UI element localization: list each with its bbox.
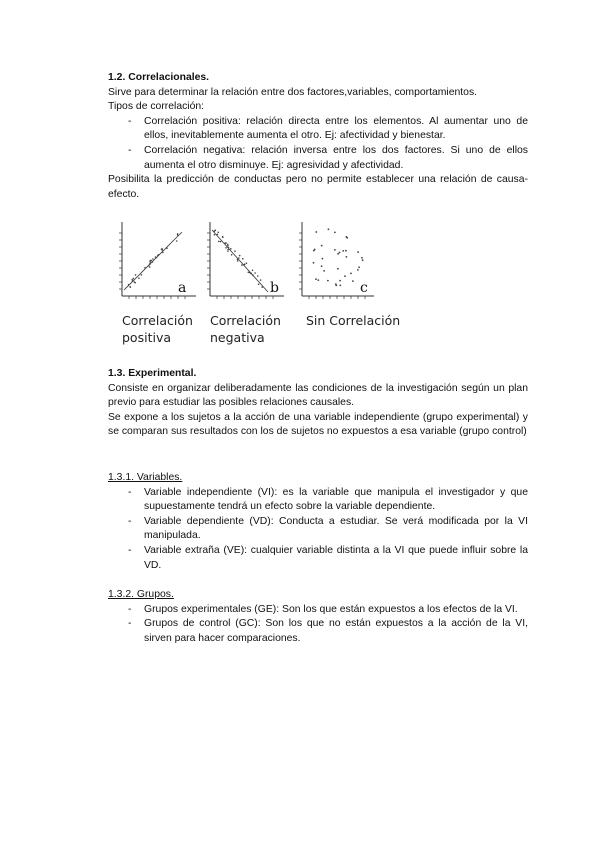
scatter-point bbox=[258, 284, 260, 286]
scatter-point bbox=[166, 247, 168, 249]
scatter-point bbox=[246, 262, 248, 264]
scatter-point bbox=[225, 242, 227, 244]
label-none: Sin Correlación bbox=[306, 313, 401, 328]
scatter-point bbox=[260, 279, 262, 281]
scatter-point bbox=[214, 234, 216, 236]
list-item: - Correlación positiva: relación directa entre los elementos. Al aumentar uno de ellos, inevitablemente aumenta el otro. Ej: afectividad y bienestar. bbox=[108, 115, 528, 144]
scatter-point bbox=[317, 279, 319, 281]
correlation-figure bbox=[116, 218, 436, 350]
scatter-point bbox=[337, 268, 339, 270]
scatter-point bbox=[339, 285, 341, 287]
scatter-point bbox=[257, 275, 259, 277]
scatter-point bbox=[218, 241, 220, 243]
scatter-point bbox=[222, 236, 224, 238]
scatter-point bbox=[345, 250, 347, 252]
subsection-heading: 1.3.1. Variables. bbox=[108, 472, 183, 483]
section-intro: Sirve para determinar la relación entre dos factores,variables, comportamientos. bbox=[108, 86, 478, 98]
scatter-point bbox=[339, 252, 341, 254]
scatter-point bbox=[234, 250, 236, 252]
scatter-point bbox=[328, 228, 330, 230]
scatter-point bbox=[248, 272, 250, 274]
scatter-point bbox=[322, 258, 324, 260]
scatter-point bbox=[149, 266, 151, 268]
scatter-point bbox=[251, 273, 253, 275]
scatter-point bbox=[239, 255, 241, 257]
scatter-point bbox=[130, 286, 132, 288]
scatter-point bbox=[138, 277, 140, 279]
scatter-point bbox=[357, 269, 359, 271]
label-line: positiva bbox=[122, 330, 171, 345]
scatter-point bbox=[134, 281, 136, 283]
section-grupos bbox=[108, 588, 528, 646]
scatter-point bbox=[344, 275, 346, 277]
scatter-point bbox=[237, 260, 239, 262]
scatter-point bbox=[177, 234, 179, 236]
scatter-point bbox=[225, 247, 227, 249]
list-item: - Variable extraña (VE): cualquier variable distinta a la VI que puede influir sobre la VD. bbox=[108, 544, 528, 573]
scatter-point bbox=[352, 280, 354, 282]
scatter-point bbox=[346, 237, 348, 239]
scatter-point bbox=[144, 267, 146, 269]
groups-list bbox=[108, 603, 528, 647]
scatter-point bbox=[135, 274, 137, 276]
scatter-point bbox=[238, 257, 240, 259]
list-item: - Variable dependiente (VD): Conducta a estudiar. Se verá modificada por la VI manipulada. bbox=[108, 515, 528, 544]
section-correlacionales bbox=[108, 71, 528, 202]
list-item: - Grupos experimentales (GE): Son los que están expuestos a los efectos de la VI. bbox=[108, 603, 528, 618]
scatter-point bbox=[252, 270, 254, 272]
scatter-point bbox=[346, 256, 348, 258]
scatter-point bbox=[158, 254, 160, 256]
scatter-point bbox=[150, 262, 152, 264]
scatter-point bbox=[357, 251, 359, 253]
scatter-point bbox=[230, 248, 232, 250]
scatter-point bbox=[152, 258, 154, 260]
scatter-point bbox=[220, 241, 222, 243]
scatter-point bbox=[323, 270, 325, 272]
section-paragraph: Consiste en organizar deliberadamente las condiciones de la investigación según un plan previo para estudiar las posibles relaciones causales. bbox=[108, 382, 528, 409]
scatter-point bbox=[217, 234, 219, 236]
scatter-point bbox=[342, 250, 344, 252]
scatter-point bbox=[227, 250, 229, 252]
scatter-point bbox=[254, 272, 256, 274]
panel-letter-a: a bbox=[178, 280, 187, 296]
scatter-point bbox=[362, 259, 364, 261]
scatter-point bbox=[358, 266, 360, 268]
scatter-point bbox=[133, 278, 135, 280]
scatter-point bbox=[162, 249, 164, 251]
scatter-point bbox=[152, 261, 154, 263]
scatter-point bbox=[231, 254, 233, 256]
scatter-point bbox=[141, 274, 143, 276]
section-heading: 1.2. Correlacionales. bbox=[108, 72, 210, 83]
correlation-types-list bbox=[108, 115, 528, 173]
scatter-point bbox=[215, 230, 217, 232]
subsection-heading: 1.3.2. Grupos. bbox=[108, 589, 174, 600]
panel-letter-b: b bbox=[270, 280, 279, 296]
scatter-point bbox=[339, 280, 341, 282]
panel-letter-c: c bbox=[360, 280, 368, 296]
scatter-point bbox=[244, 264, 246, 266]
scatter-point bbox=[313, 250, 315, 252]
scatter-point bbox=[241, 264, 243, 266]
scatter-point bbox=[148, 265, 150, 267]
scatter-point bbox=[315, 278, 317, 280]
scatter-point bbox=[350, 273, 352, 275]
variables-list bbox=[108, 486, 528, 574]
label-negative bbox=[210, 312, 281, 346]
scatter-point bbox=[334, 232, 336, 234]
scatter-point bbox=[162, 252, 164, 254]
scatter-point bbox=[334, 249, 336, 251]
scatterplots bbox=[116, 218, 436, 308]
scatter-point bbox=[327, 280, 329, 282]
scatter-point bbox=[315, 231, 317, 233]
scatter-point bbox=[237, 259, 239, 261]
list-item: - Correlación negativa: relación inversa entre los dos factores. Si uno de ellos aumenta el otro disminuye. Ej: agresividad y afectividad. bbox=[108, 144, 528, 173]
section-paragraph: Se expone a los sujetos a la acción de una variable independiente (grupo experimental) y se comparan sus resultados con los de sujetos no expuestos a esa variable (grupo control) bbox=[108, 411, 528, 438]
scatter-point bbox=[155, 256, 157, 258]
scatter-point bbox=[149, 261, 151, 263]
list-item: - Grupos de control (GC): Son los que no están expuestos a la acción de la VI, sirven para hacer comparaciones. bbox=[108, 617, 528, 646]
scatter-point bbox=[227, 249, 229, 251]
label-line: negativa bbox=[210, 330, 265, 345]
scatter-point bbox=[128, 284, 130, 286]
scatter-point bbox=[337, 253, 339, 255]
label-line: Correlación bbox=[210, 313, 281, 328]
scatter-point bbox=[252, 274, 254, 276]
types-label: Tipos de correlación: bbox=[108, 101, 205, 113]
label-line: Correlación bbox=[122, 313, 193, 328]
scatter-point bbox=[361, 257, 363, 259]
scatter-point bbox=[176, 240, 178, 242]
scatter-point bbox=[132, 280, 134, 282]
label-positive bbox=[122, 312, 193, 346]
section-variables bbox=[108, 471, 528, 573]
list-item: - Variable independiente (VI): es la variable que manipula el investigador y que supuestamente tendrá un efecto sobre la variable dependiente. bbox=[108, 486, 528, 515]
scatter-point bbox=[218, 232, 220, 234]
scatter-point bbox=[335, 285, 337, 287]
scatter-point bbox=[227, 245, 229, 247]
section-note: Posibilita la predicción de conductas pero no permite establecer una relación de causa-efecto. bbox=[108, 174, 528, 200]
section-heading: 1.3. Experimental. bbox=[108, 368, 197, 379]
scatter-point bbox=[228, 247, 230, 249]
scatter-point bbox=[321, 245, 323, 247]
scatter-point bbox=[261, 286, 263, 288]
scatter-point bbox=[313, 262, 315, 264]
section-experimental bbox=[108, 367, 528, 440]
scatter-point bbox=[150, 260, 152, 262]
scatter-point bbox=[321, 265, 323, 267]
scatter-point bbox=[242, 258, 244, 260]
